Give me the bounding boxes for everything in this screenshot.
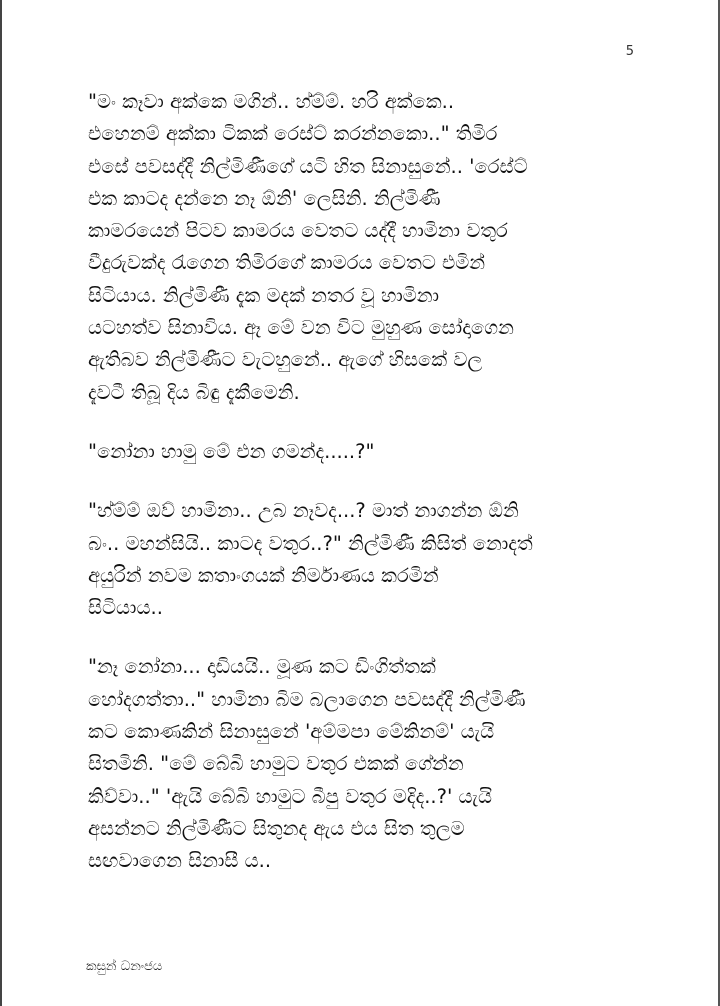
text-line: කාමරයෙන් පිටව කාමරය වෙතට යද්දී හාමිනා වතුර xyxy=(88,219,508,243)
text-line: එසේ පවසද්දී නිල්මිණීගේ යටි හිත සිනාසුනේ.. 'රෙස්ට් xyxy=(88,154,528,178)
author-footer: කසුන් ධනංජය xyxy=(86,959,163,974)
text-line: "නෑ නෝනා... දාඩියයි.. මූණ කට ඩිංගිත්තක් xyxy=(88,655,436,679)
text-line: "නෝනා හාමු මේ එන ගමන්ද.....?" xyxy=(88,439,375,463)
text-line: හෝදගත්තා.." හාමිනා බිම බලාගෙන පවසද්දී නිල්මිණී xyxy=(88,687,526,711)
text-line: යටහත්ව සිනාවිය. ඈ මේ වන විට මුහුණ සෝදාගෙන xyxy=(88,316,514,340)
text-line: කිව්වා.." 'ඇයි බේබි හාමුට බීපු වතුර මදිද..?' යැයි xyxy=(88,784,493,808)
text-line: අයුරින් නවම කතාංගයක් නිර්මාණය කරමින් xyxy=(88,563,439,587)
text-line: බං.. මහන්සියි.. කාටද වතුර..?" නිල්මිණී කිසිත් නොදත් xyxy=(88,531,533,555)
paragraph xyxy=(88,651,644,877)
story-body xyxy=(88,86,644,905)
page-left-border xyxy=(0,0,2,1006)
text-line: වීදුරුවක්ද රැගෙන තිමිරගේ කාමරය වෙතට එමින් xyxy=(88,251,486,275)
paragraph xyxy=(88,86,644,409)
paragraph xyxy=(88,495,644,624)
text-line: සඟවාගෙන සිනාසී ය.. xyxy=(88,849,272,873)
text-line: එක කාටද දන්නෙ නෑ ඕනි' ලෙසිනි. නිල්මිණී xyxy=(88,186,441,210)
text-line: සිටියාය.. xyxy=(88,596,163,620)
paragraph xyxy=(88,436,644,468)
page-number: 5 xyxy=(625,44,634,59)
text-line: "හ්ම්ම් ඔව් හාමිනා.. උබ නෑවද...? මාත් නාගන්න ඕනි xyxy=(88,499,519,523)
text-line: ඇතිබව නිල්මිණීට වැටහුනේ.. ඇගේ හිසකේ වල xyxy=(88,348,483,372)
text-line: අසන්නට නිල්මිණීට සිතුනද ඇය එය සිත තුලම xyxy=(88,816,465,840)
text-line: "මං කෑවා අක්කෙ මගින්.. හ්ම්ම්. හරි අක්කෙ.. xyxy=(88,90,455,113)
text-line: කට කොණකින් සිනාසුනේ 'අම්මපා මේකිනම්' යැයි xyxy=(88,720,495,744)
text-line: සිටියාය. නිල්මිණී දැක මදක් නතර වූ හාමිනා xyxy=(88,283,440,307)
text-line: එහෙනම් අක්කා ටිකක් රෙස්ට් කරන්නකො.." තිමිර xyxy=(88,122,498,146)
text-line: දැවටී තිබූ දිය බිඳු දැකීමෙනි. xyxy=(88,380,300,404)
text-line: සිතමිනි. "මේ බේබි හාමුට වතුර එකක් ගේන්න xyxy=(88,752,464,776)
